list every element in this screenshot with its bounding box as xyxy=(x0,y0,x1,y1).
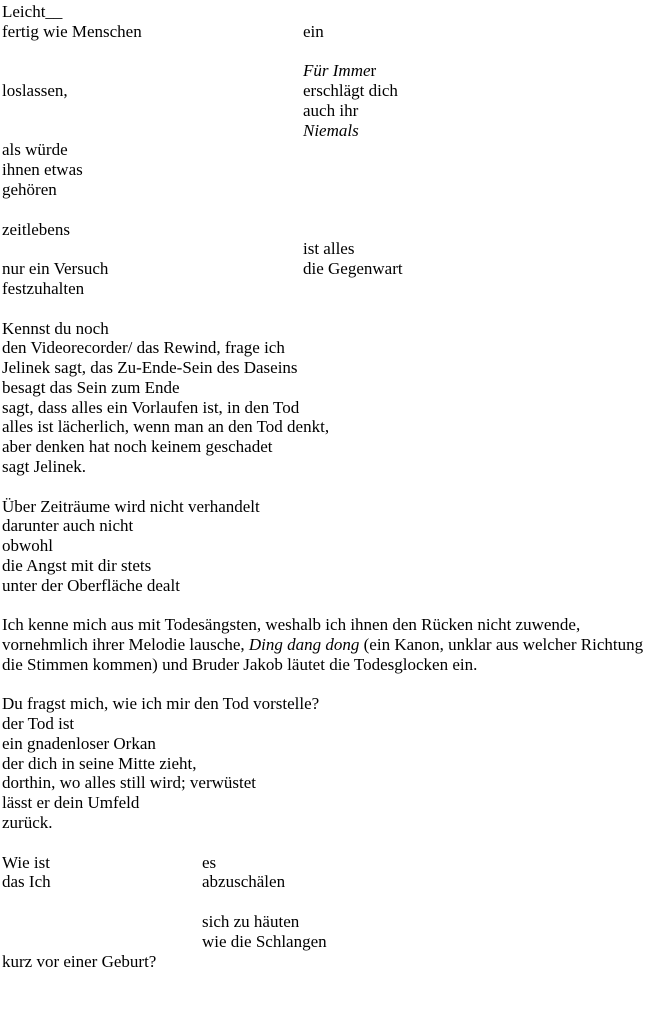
poem-line-segment xyxy=(2,457,86,477)
poem-line xyxy=(0,140,646,160)
poem-line-segment xyxy=(2,714,74,734)
poem-text-run: Kennst du noch xyxy=(2,318,109,338)
poem-text-run: loslassen, xyxy=(2,81,68,101)
poem-line xyxy=(0,813,646,833)
poem-line xyxy=(0,714,646,734)
poem-text-run: abzuschälen xyxy=(202,872,286,892)
poem-line xyxy=(0,61,646,81)
poem-line xyxy=(0,694,646,714)
poem-line-segment xyxy=(2,694,319,714)
poem-line-segment xyxy=(2,259,108,279)
poem-line xyxy=(0,556,646,576)
poem-text-run: ihnen etwas xyxy=(2,160,83,180)
poem-line-segment xyxy=(2,615,580,635)
poem-line xyxy=(0,754,646,774)
poem-line-segment xyxy=(2,813,53,833)
poem-text-run: ein gnadenloser Orkan xyxy=(2,733,156,753)
poem-line xyxy=(0,220,646,240)
poem-text-run: die Angst mit dir stets xyxy=(2,555,152,575)
poem-line xyxy=(0,595,646,615)
poem-text-run: gehören xyxy=(2,180,57,200)
poem-text-run: r xyxy=(370,61,377,81)
poem-line xyxy=(0,853,646,873)
poem-text-run: Wie ist xyxy=(2,852,50,872)
poem-line-segment xyxy=(2,853,50,873)
poem-line-segment xyxy=(2,338,285,358)
poem-text-run: aber denken hat noch keinem geschadet xyxy=(2,437,273,457)
poem-line xyxy=(0,675,646,695)
poem-line xyxy=(0,932,646,952)
poem-line xyxy=(0,378,646,398)
poem-line-segment xyxy=(2,319,109,339)
poem-line-segment xyxy=(2,536,53,556)
poem-text-run: Ich kenne mich aus mit Todesängsten, weshalb ich ihnen den Rücken nicht zuwende, xyxy=(2,615,581,635)
poem-line-segment xyxy=(2,437,272,457)
poem-text-run: das Ich xyxy=(2,872,51,892)
poem-line-segment xyxy=(2,754,197,774)
poem-line-segment xyxy=(2,497,260,517)
poem-line xyxy=(0,952,646,972)
poem-line-tab-segment xyxy=(303,22,324,42)
poem-line xyxy=(0,576,646,596)
poem-italic-text: Niemals xyxy=(303,120,359,140)
poem-text-run: festzuhalten xyxy=(2,278,85,298)
poem-text-run: sagt Jelinek. xyxy=(2,456,87,476)
poem-italic-text: Ding dang dong xyxy=(248,635,360,654)
poem-text-run: Du fragst mich, wie ich mir den Tod vorstelle? xyxy=(2,694,320,714)
poem-text-run: Jelinek sagt, das Zu-Ende-Sein des Daseins xyxy=(2,358,298,378)
poem-line xyxy=(0,180,646,200)
poem-line xyxy=(0,793,646,813)
poem-line xyxy=(0,833,646,853)
poem-line xyxy=(0,912,646,932)
poem-text-run: sagt, dass alles ein Vorlaufen ist, in den Tod xyxy=(2,397,300,417)
poem-text-run: sich zu häuten xyxy=(202,911,300,931)
poem-line xyxy=(0,872,646,892)
poem-line-tab-segment xyxy=(202,932,327,952)
poem-line-segment xyxy=(2,358,298,378)
poem-italic-text: Für Imme xyxy=(303,61,371,81)
poem-line-segment xyxy=(2,872,51,892)
poem-line xyxy=(0,259,646,279)
poem-text-run: nur ein Versuch xyxy=(2,259,109,279)
poem-line-segment xyxy=(2,576,180,596)
poem-text-run: es xyxy=(202,852,217,872)
poem-line xyxy=(0,22,646,42)
poem-text-run: wie die Schlangen xyxy=(202,931,327,951)
poem-line-segment xyxy=(2,793,139,813)
poem-line-segment xyxy=(2,140,68,160)
poem-line xyxy=(0,2,646,22)
poem-line-tab-segment xyxy=(303,81,398,101)
poem-text-run: (ein Kanon, unklar aus welcher Richtung xyxy=(359,635,644,654)
poem-text-run: den Videorecorder/ das Rewind, frage ich xyxy=(2,338,285,358)
poem-text-run: lässt er dein Umfeld xyxy=(2,793,140,813)
poem-line-segment xyxy=(2,180,57,200)
poem-line-segment xyxy=(2,378,180,398)
poem-text-run: Leicht__ xyxy=(2,2,63,21)
poem-text-run: obwohl xyxy=(2,536,53,556)
poem-line-segment xyxy=(2,734,156,754)
poem-text-run: Über Zeiträume wird nicht verhandelt xyxy=(2,496,260,516)
poem-line xyxy=(0,279,646,299)
poem-text-run: dorthin, wo alles still wird; verwüstet xyxy=(2,773,257,793)
poem-line xyxy=(0,121,646,141)
poem-text-run: zurück. xyxy=(2,813,53,833)
poem-line-segment xyxy=(2,556,151,576)
poem-line xyxy=(0,773,646,793)
poem-line xyxy=(0,516,646,536)
poem-text-run: ist alles xyxy=(303,239,355,259)
poem-text-run: zeitlebens xyxy=(2,219,70,239)
poem-line-segment xyxy=(2,417,329,437)
poem-line-tab-segment xyxy=(202,872,285,892)
poem-line xyxy=(0,477,646,497)
poem-line xyxy=(0,536,646,556)
poem-text-run: alles ist lächerlich, wenn man an den Tod denkt, xyxy=(2,417,330,437)
poem-line-segment xyxy=(2,516,133,536)
poem-line-tab-segment xyxy=(303,259,403,279)
poem-line xyxy=(0,42,646,62)
poem-line xyxy=(0,615,646,635)
poem-line xyxy=(0,358,646,378)
poem-text-run: auch ihr xyxy=(303,100,359,120)
poem-text-run: besagt das Sein zum Ende xyxy=(2,377,180,397)
poem-text-run: die Gegenwart xyxy=(303,259,403,279)
poem-line-tab-segment xyxy=(202,853,216,873)
poem-line-tab-segment xyxy=(303,61,376,81)
poem-line xyxy=(0,734,646,754)
poem-line xyxy=(0,319,646,339)
poem-line xyxy=(0,81,646,101)
poem-line-tab-segment xyxy=(303,239,354,259)
poem-line-segment xyxy=(2,2,62,22)
poem-text-run: vornehmlich ihrer Melodie lausche, xyxy=(2,635,249,654)
poem-line-tab-segment xyxy=(303,101,358,121)
poem-line-segment xyxy=(2,220,70,240)
poem-line-segment xyxy=(2,635,643,655)
poem-line xyxy=(0,635,646,655)
poem-line xyxy=(0,200,646,220)
poem-line-segment xyxy=(2,398,299,418)
poem-line xyxy=(0,338,646,358)
poem-line-segment xyxy=(2,160,83,180)
poem-line-segment xyxy=(2,279,84,299)
poem-text-run: ein xyxy=(303,21,324,41)
poem-line xyxy=(0,497,646,517)
poem-line-segment xyxy=(2,952,156,972)
poem-line-segment xyxy=(2,22,142,42)
poem-line xyxy=(0,417,646,437)
poem-text-run: kurz vor einer Geburt? xyxy=(2,951,157,971)
poem-text-run: der dich in seine Mitte zieht, xyxy=(2,753,197,773)
poem-line xyxy=(0,437,646,457)
poem-line-segment xyxy=(2,773,256,793)
poem-line xyxy=(0,239,646,259)
poem-line xyxy=(0,299,646,319)
poem-text-run: fertig wie Menschen xyxy=(2,21,142,41)
poem-text-run: unter der Oberfläche dealt xyxy=(2,575,180,595)
poem-line xyxy=(0,101,646,121)
poem-line-segment xyxy=(2,81,68,101)
poem-text-run: der Tod ist xyxy=(2,714,75,734)
poem-line-tab-segment xyxy=(303,121,359,141)
poem-text-run: die Stimmen kommen) und Bruder Jakob läutet die Todesglocken ein. xyxy=(2,654,478,674)
poem-text xyxy=(0,2,646,971)
poem-line xyxy=(0,892,646,912)
poem-text-run: darunter auch nicht xyxy=(2,516,134,536)
poem-text-run: erschlägt dich xyxy=(303,81,398,101)
poem-line-segment xyxy=(2,655,477,675)
poem-line xyxy=(0,655,646,675)
poem-line xyxy=(0,457,646,477)
poem-text-run: als würde xyxy=(2,140,68,160)
poem-line xyxy=(0,160,646,180)
poem-line-tab-segment xyxy=(202,912,299,932)
poem-line xyxy=(0,398,646,418)
